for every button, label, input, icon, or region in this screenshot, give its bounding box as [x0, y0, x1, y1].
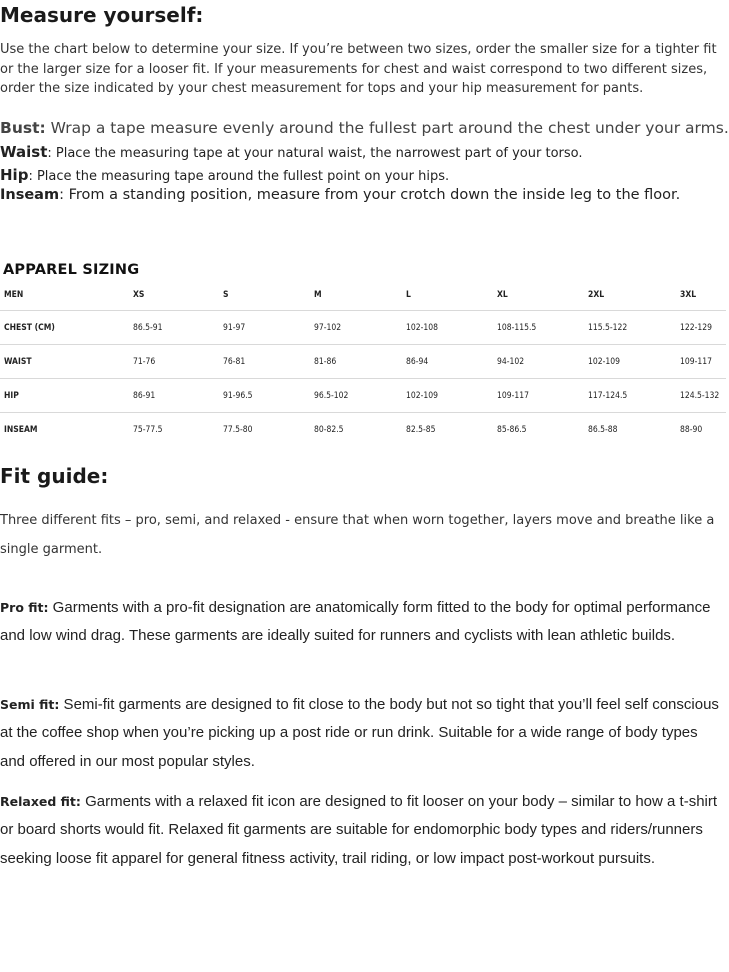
- relaxed-fit-text: Garments with a relaxed fit icon are designed to fit looser on your body – similar to how a t-shirt or board shorts would fit. Relaxed fit garments are suitable for endomorphic body types and riders/runners seeking loose fit apparel for general fitness activity, trail riding, or low impact post-workout pursuits.: [0, 793, 718, 867]
- inseam-label: Inseam: [0, 187, 60, 203]
- bust-text: Wrap a tape measure evenly around the fullest part around the chest under your arms.: [45, 119, 729, 137]
- pro-fit-text: Garments with a pro-fit designation are anatomically form fitted to the body for optimal performance and low wind drag. These garments are ideally suited for runners and cyclists with lean athletic builds.: [0, 599, 711, 645]
- row-label: HIP: [0, 379, 129, 413]
- header-xs: XS: [133, 290, 145, 300]
- size-cell: 71-76: [129, 345, 219, 379]
- relaxed-fit-label: Relaxed fit:: [0, 794, 81, 809]
- measure-intro: Use the chart below to determine your size. If you’re between two sizes, order the smaller size for a tighter fit or the larger size for a looser fit. If your measurements for chest and waist correspond to two different sizes, order the size indicated by your chest measurement for tops and your hip measurement for pants.: [0, 42, 717, 96]
- waist-label: Waist: [0, 143, 48, 161]
- size-cell: 102-108: [402, 311, 493, 345]
- size-cell: 86.5-88: [584, 413, 676, 447]
- fit-guide-title: Fit guide:: [0, 464, 109, 488]
- apparel-sizing-title: APPAREL SIZING: [3, 262, 140, 278]
- header-s: S: [223, 290, 229, 300]
- size-cell: 102-109: [584, 345, 676, 379]
- size-chart-table: [0, 280, 726, 446]
- bust-definition: [0, 119, 729, 137]
- size-cell: 96.5-102: [310, 379, 402, 413]
- size-cell: 75-77.5: [129, 413, 219, 447]
- size-cell: 122-129: [676, 311, 726, 345]
- header-3xl: 3XL: [680, 290, 697, 300]
- size-cell: 86-91: [129, 379, 219, 413]
- header-m: M: [314, 290, 322, 300]
- size-row-hip: [0, 379, 726, 413]
- size-cell: 81-86: [310, 345, 402, 379]
- waist-text: : Place the measuring tape at your natural waist, the narrowest part of your torso.: [47, 146, 583, 161]
- size-cell: 88-90: [676, 413, 726, 447]
- hip-label: Hip: [0, 166, 29, 184]
- measure-title: Measure yourself:: [0, 3, 204, 27]
- relaxed-fit-section: [0, 788, 726, 873]
- inseam-text: : From a standing position, measure from your crotch down the inside leg to the floor.: [59, 187, 681, 203]
- semi-fit-section: [0, 691, 726, 776]
- size-cell: 76-81: [219, 345, 310, 379]
- pro-fit-section: [0, 594, 726, 651]
- row-label: INSEAM: [0, 413, 129, 447]
- size-header-row: [0, 280, 726, 311]
- size-cell: 85-86.5: [493, 413, 584, 447]
- size-cell: 80-82.5: [310, 413, 402, 447]
- header-men: MEN: [4, 290, 24, 300]
- size-cell: 91-96.5: [219, 379, 310, 413]
- size-row-inseam: [0, 413, 726, 447]
- inseam-definition: [0, 187, 680, 203]
- header-2xl: 2XL: [588, 290, 605, 300]
- row-label: CHEST (CM): [0, 311, 129, 345]
- header-l: L: [406, 290, 411, 300]
- size-cell: 115.5-122: [584, 311, 676, 345]
- header-xl: XL: [497, 290, 508, 300]
- size-cell: 86.5-91: [129, 311, 219, 345]
- pro-fit-label: Pro fit:: [0, 600, 49, 615]
- size-cell: 86-94: [402, 345, 493, 379]
- waist-definition: [0, 143, 583, 161]
- row-label: WAIST: [0, 345, 129, 379]
- size-cell: 97-102: [310, 311, 402, 345]
- size-cell: 109-117: [676, 345, 726, 379]
- size-cell: 117-124.5: [584, 379, 676, 413]
- fit-intro: Three different fits – pro, semi, and relaxed - ensure that when worn together, layers move and breathe like a single garment.: [0, 513, 715, 557]
- semi-fit-label: Semi fit:: [0, 697, 60, 712]
- size-cell: 77.5-80: [219, 413, 310, 447]
- size-cell: 108-115.5: [493, 311, 584, 345]
- size-cell: 94-102: [493, 345, 584, 379]
- size-cell: 91-97: [219, 311, 310, 345]
- bust-label: Bust:: [0, 119, 46, 137]
- size-cell: 124.5-132: [676, 379, 726, 413]
- semi-fit-text: Semi-fit garments are designed to fit close to the body but not so tight that you’ll feel self conscious at the coffee shop when you’re picking up a post ride or run drink. Suitable for a wide range of body types and offered in our most popular styles.: [0, 696, 719, 770]
- size-cell: 82.5-85: [402, 413, 493, 447]
- hip-text: : Place the measuring tape around the fullest point on your hips.: [28, 169, 450, 184]
- size-cell: 102-109: [402, 379, 493, 413]
- size-cell: 109-117: [493, 379, 584, 413]
- hip-definition: [0, 166, 449, 184]
- size-row-waist: [0, 345, 726, 379]
- size-row-chest: [0, 311, 726, 345]
